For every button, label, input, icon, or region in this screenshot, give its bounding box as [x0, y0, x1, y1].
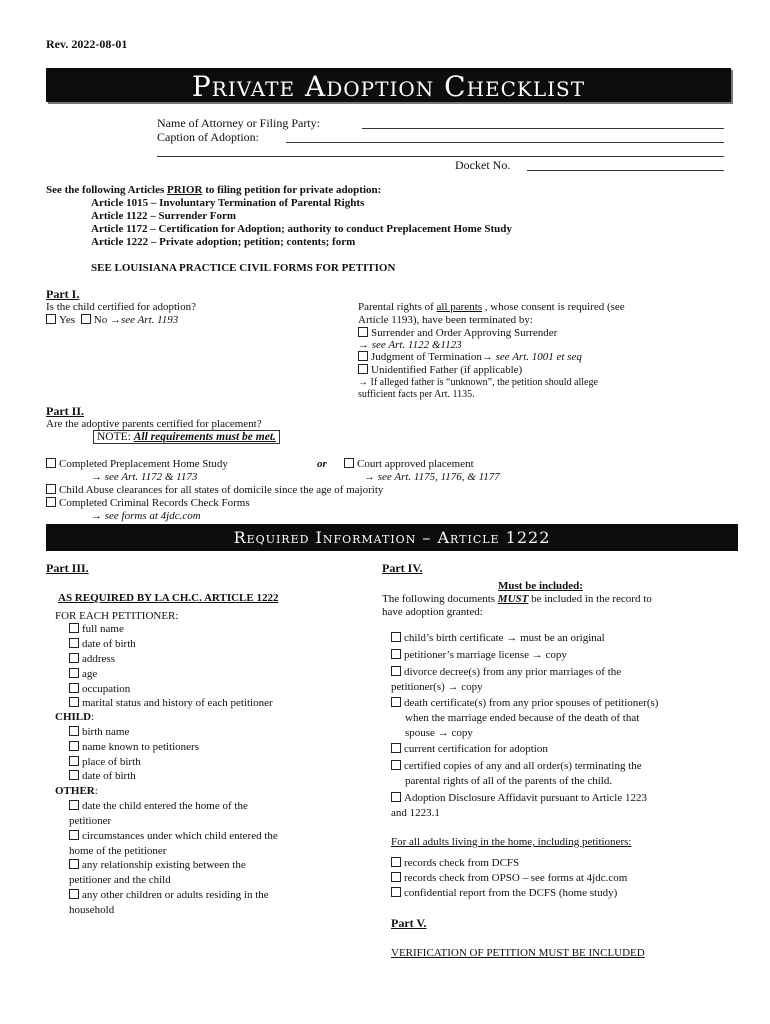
articles-intro: See the following Articles PRIOR to filing petition for private adoption: — [46, 184, 382, 196]
other-item: any relationship existing between the — [69, 858, 246, 873]
certified-orders-item: certified copies of any and all order(s) terminating the — [391, 760, 642, 772]
child-abuse-option: Child Abuse clearances for all states of domicile since the age of majority — [46, 484, 383, 496]
checkbox[interactable] — [69, 668, 79, 678]
no-reference: see Art. 1193 — [120, 314, 179, 326]
checkbox[interactable] — [391, 887, 401, 897]
part1-question: Is the child certified for adoption? — [46, 301, 196, 313]
attorney-label: Name of Attorney or Filing Party: — [157, 116, 320, 130]
part1-heading: Part I. — [46, 287, 80, 301]
checkbox[interactable] — [391, 697, 401, 707]
home-study-checkbox[interactable] — [46, 458, 56, 468]
checkbox[interactable] — [69, 697, 79, 707]
court-placement-checkbox[interactable] — [344, 458, 354, 468]
surrender-reference: → see Art. 1122 &1123 — [358, 339, 462, 351]
child-abuse-checkbox[interactable] — [46, 484, 56, 494]
court-placement-reference: → see Art. 1175, 1176, & 1177 — [364, 471, 500, 483]
checkbox[interactable] — [391, 649, 401, 659]
other-item: circumstances under which child entered the — [69, 829, 278, 844]
parental-rights-line-1: Parental rights of all parents , whose consent is required (see — [358, 301, 625, 313]
child-item: place of birth — [69, 756, 141, 768]
checkbox[interactable] — [69, 653, 79, 663]
or-label: or — [317, 458, 327, 470]
docket-label: Docket No. — [455, 158, 511, 172]
parental-rights-line-2: Article 1193), have been terminated by: — [358, 314, 533, 326]
unknown-father-note-1: → If alleged father is “unknown”, the petition should allege — [358, 377, 598, 388]
criminal-records-checkbox[interactable] — [46, 497, 56, 507]
marriage-license-item: petitioner’s marriage license → copy — [391, 649, 567, 661]
child-item: date of birth — [69, 770, 136, 782]
arrow-icon: → — [358, 377, 371, 388]
checkbox[interactable] — [69, 683, 79, 693]
must-be-included: Must be included: — [498, 580, 583, 592]
home-study-option: Completed Preplacement Home Study — [46, 458, 228, 470]
checkbox[interactable] — [69, 638, 79, 648]
home-study-reference: → see Art. 1172 & 1173 — [91, 471, 198, 483]
caption-field[interactable] — [286, 142, 724, 143]
caption-label: Caption of Adoption: — [157, 130, 259, 144]
practice-forms-note: SEE LOUISIANA PRACTICE CIVIL FORMS FOR PETITION — [91, 262, 396, 274]
checkbox[interactable] — [391, 666, 401, 676]
checkbox[interactable] — [391, 632, 401, 642]
checkbox[interactable] — [69, 889, 79, 899]
petitioner-item: age — [69, 668, 97, 680]
requirements-note: NOTE: All requirements must be met. — [93, 430, 280, 444]
part3-subheading: AS REQUIRED BY LA CH.C. ARTICLE 1222 — [58, 592, 279, 604]
part1-answer-row — [46, 314, 178, 326]
death-certificate-continued: spouse → copy — [405, 727, 473, 739]
docket-field[interactable] — [527, 170, 724, 171]
checkbox[interactable] — [69, 756, 79, 766]
verification-note: VERIFICATION OF PETITION MUST BE INCLUDED — [391, 947, 645, 959]
checkbox[interactable] — [69, 741, 79, 751]
judgment-checkbox[interactable] — [358, 351, 368, 361]
other-item: date the child entered the home of the — [69, 799, 248, 814]
disclosure-affidavit-continued: and 1223.1 — [391, 807, 440, 819]
for-each-petitioner: FOR EACH PETITIONER: — [55, 610, 179, 622]
section-title: Required Information – Article 1222 — [233, 528, 551, 547]
arrow-icon: → — [481, 351, 496, 363]
petitioner-item: full name — [69, 623, 124, 635]
unidentified-father-checkbox[interactable] — [358, 364, 368, 374]
checkbox[interactable] — [391, 872, 401, 882]
petitioner-item: marital status and history of each petitioner — [69, 697, 273, 709]
child-item: birth name — [69, 726, 129, 738]
arrow-icon: → — [358, 339, 372, 351]
checkbox[interactable] — [69, 623, 79, 633]
title-banner — [46, 68, 731, 102]
checkbox[interactable] — [391, 792, 401, 802]
article-item: Article 1172 – Certification for Adoption; authority to conduct Preplacement Home Study — [91, 223, 512, 235]
arrow-icon: → — [364, 471, 378, 483]
article-item: Article 1122 – Surrender Form — [91, 210, 237, 222]
unidentified-father-option: Unidentified Father (if applicable) — [358, 364, 522, 376]
checkbox[interactable] — [69, 800, 79, 810]
other-item-continued: household — [69, 904, 115, 916]
confidential-report-item: confidential report from the DCFS (home study) — [391, 887, 617, 899]
current-certification-item: current certification for adoption — [391, 743, 548, 755]
other-item-continued: petitioner — [69, 815, 112, 827]
checkbox[interactable] — [69, 726, 79, 736]
birth-certificate-item: child’s birth certificate → must be an original — [391, 632, 605, 644]
child-label: CHILD: — [55, 711, 95, 723]
court-placement-option: Court approved placement — [344, 458, 474, 470]
checkbox[interactable] — [391, 743, 401, 753]
part2-question: Are the adoptive parents certified for placement? — [46, 418, 262, 430]
petitioner-item: address — [69, 653, 115, 665]
divorce-decree-continued: petitioner(s) → copy — [391, 681, 483, 693]
attorney-field[interactable] — [362, 128, 724, 129]
checkbox[interactable] — [391, 760, 401, 770]
divorce-decree-item: divorce decree(s) from any prior marriages of the — [391, 666, 621, 678]
part5-heading: Part V. — [391, 916, 427, 930]
disclosure-affidavit-item: Adoption Disclosure Affidavit pursuant to Article 1223 — [391, 792, 647, 804]
part4-intro-2: have adoption granted: — [382, 606, 483, 618]
no-checkbox[interactable] — [81, 314, 91, 324]
death-certificate-continued: when the marriage ended because of the death of that — [405, 712, 640, 724]
certified-orders-continued: parental rights of all of the parents of the child. — [405, 775, 613, 787]
dcfs-check-item: records check from DCFS — [391, 857, 519, 869]
petitioner-item: date of birth — [69, 638, 136, 650]
adults-heading: For all adults living in the home, including petitioners: — [391, 836, 632, 848]
caption-field-line-2[interactable] — [157, 156, 724, 157]
other-item-continued: home of the petitioner — [69, 845, 167, 857]
surrender-checkbox[interactable] — [358, 327, 368, 337]
part3-heading: Part III. — [46, 561, 89, 575]
checkbox[interactable] — [69, 770, 79, 780]
unknown-father-note-2: sufficient facts per Art. 1135. — [358, 389, 475, 400]
article-item: Article 1015 – Involuntary Termination of Parental Rights — [91, 197, 365, 209]
surrender-option: Surrender and Order Approving Surrender — [358, 327, 557, 339]
opso-check-item: records check from OPSO – see forms at 4jdc.com — [391, 872, 627, 884]
page-title: Private Adoption Checklist — [191, 70, 586, 103]
checkbox[interactable] — [69, 859, 79, 869]
arrow-icon: → — [91, 471, 105, 483]
forms-reference: → see forms at 4jdc.com — [91, 510, 201, 522]
checkbox[interactable] — [69, 830, 79, 840]
yes-checkbox[interactable] — [46, 314, 56, 324]
revision-date: Rev. 2022-08-01 — [46, 37, 128, 51]
arrow-icon: → — [109, 314, 121, 326]
judgment-option: Judgment of Termination→ see Art. 1001 et seq — [358, 351, 582, 363]
arrow-icon: → — [91, 510, 105, 522]
yes-label: Yes — [59, 314, 76, 326]
petitioner-item: occupation — [69, 683, 130, 695]
section-banner — [46, 524, 738, 551]
part2-heading: Part II. — [46, 404, 84, 418]
death-certificate-item: death certificate(s) from any prior spouses of petitioner(s) — [391, 697, 658, 709]
part4-heading: Part IV. — [382, 561, 423, 575]
child-item: name known to petitioners — [69, 741, 199, 753]
other-label: OTHER: — [55, 785, 98, 797]
article-item: Article 1222 – Private adoption; petition; contents; form — [91, 236, 356, 248]
no-label: No — [93, 314, 108, 326]
other-item: any other children or adults residing in the — [69, 888, 269, 903]
other-item-continued: petitioner and the child — [69, 874, 171, 886]
part4-intro-1: The following documents MUST be included in the record to — [382, 593, 652, 605]
checkbox[interactable] — [391, 857, 401, 867]
criminal-records-option: Completed Criminal Records Check Forms — [46, 497, 250, 509]
